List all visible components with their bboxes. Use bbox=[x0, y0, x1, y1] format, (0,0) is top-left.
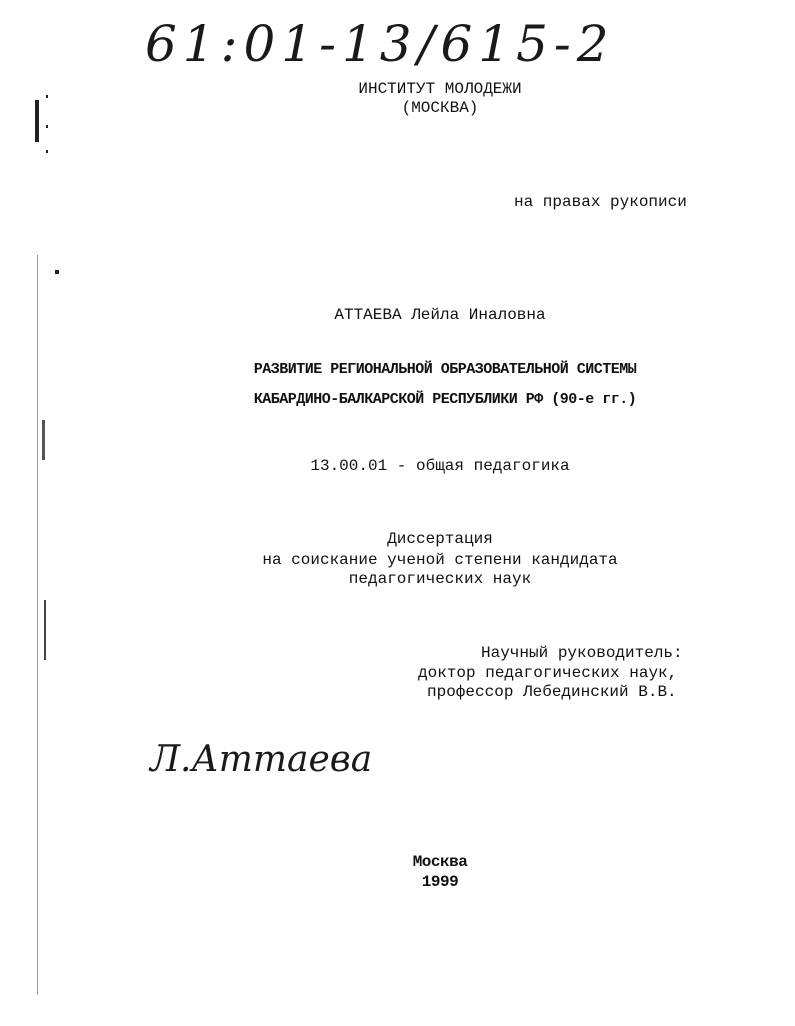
scan-mark bbox=[42, 420, 45, 460]
supervisor-label: Научный руководитель: bbox=[481, 644, 683, 662]
scan-mark bbox=[55, 270, 59, 274]
publication-city: Москва bbox=[412, 853, 468, 871]
scan-mark bbox=[35, 100, 39, 142]
institute-city: (МОСКВА) bbox=[401, 99, 479, 117]
scan-mark bbox=[46, 125, 48, 128]
thesis-purpose-line-2: педагогических наук bbox=[348, 570, 532, 588]
title-line-1: РАЗВИТИЕ РЕГИОНАЛЬНОЙ ОБРАЗОВАТЕЛЬНОЙ СИСТЕМЫ bbox=[253, 361, 637, 378]
thesis-type: Диссертация bbox=[387, 530, 493, 548]
scan-mark bbox=[46, 150, 48, 153]
scan-mark bbox=[37, 255, 38, 995]
author-name: АТТАЕВА Лейла Иналовна bbox=[334, 306, 546, 324]
supervisor-name: профессор Лебединский В.В. bbox=[427, 683, 677, 701]
publication-year: 1999 bbox=[421, 873, 459, 891]
archive-code-handwritten: 61:01-13/615-2 bbox=[145, 15, 615, 73]
scan-mark bbox=[46, 95, 48, 98]
scan-mark bbox=[44, 600, 46, 660]
specialty-code: 13.00.01 - общая педагогика bbox=[310, 457, 570, 475]
manuscript-note: на правах рукописи bbox=[514, 193, 687, 211]
thesis-purpose-line-1: на соискание ученой степени кандидата bbox=[262, 551, 618, 569]
institute-name: ИНСТИТУТ МОЛОДЕЖИ bbox=[358, 80, 522, 98]
author-signature: Л.Аттаева bbox=[150, 739, 373, 780]
title-line-2: КАБАРДИНО-БАЛКАРСКОЙ РЕСПУБЛИКИ РФ (90-е гг.) bbox=[253, 391, 637, 408]
supervisor-degree: доктор педагогических наук, bbox=[418, 664, 678, 682]
